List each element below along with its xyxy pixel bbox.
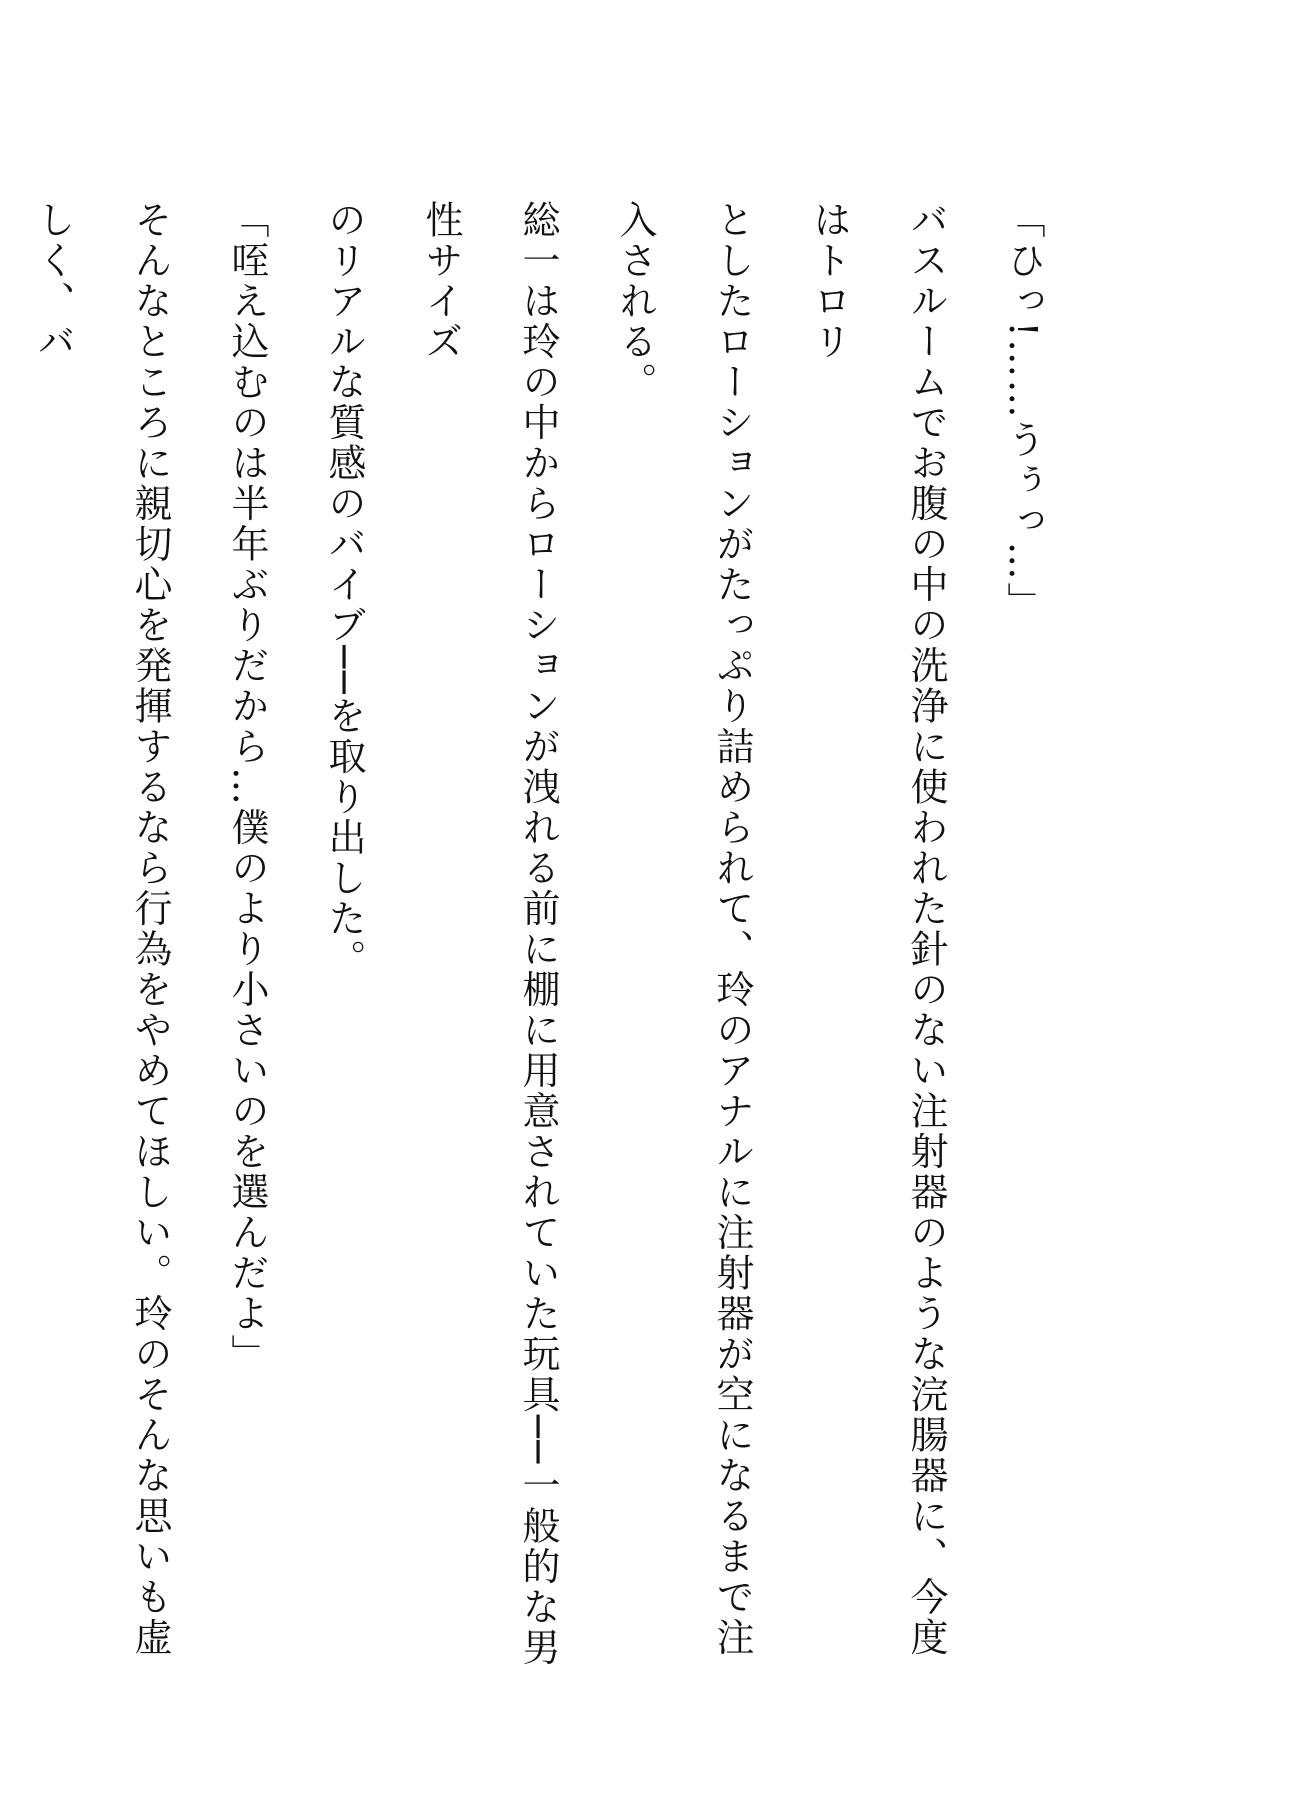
text-line xyxy=(0,200,4,1670)
text-line: 「ひっ!……うぅっ…」 xyxy=(1001,200,1045,623)
text-line: そんなところに親切心を発揮するなら行為をやめてほしい。玲のそんな思いも虚しく、バ xyxy=(31,200,172,1658)
text-line: としたローションがたっぷり詰められて、玲のアナルに注射器が空になるまで注入される。 xyxy=(613,200,754,1658)
text-line: のリアルな質感のバイブ──を取り出した。 xyxy=(322,200,366,980)
text-line: 「咥え込むのは半年ぶりだから…僕のより小さいのを選んだよ」 xyxy=(225,200,269,1375)
text-line: 総一は玲の中からローションが洩れる前に棚に用意されていた玩具──一般的な男性サイズ xyxy=(419,200,560,1669)
vertical-text-body xyxy=(0,200,1071,1670)
text-line: バスルームでお腹の中の洗浄に使われた針のない注射器のような浣腸器に、今度はトロリ xyxy=(807,200,948,1658)
